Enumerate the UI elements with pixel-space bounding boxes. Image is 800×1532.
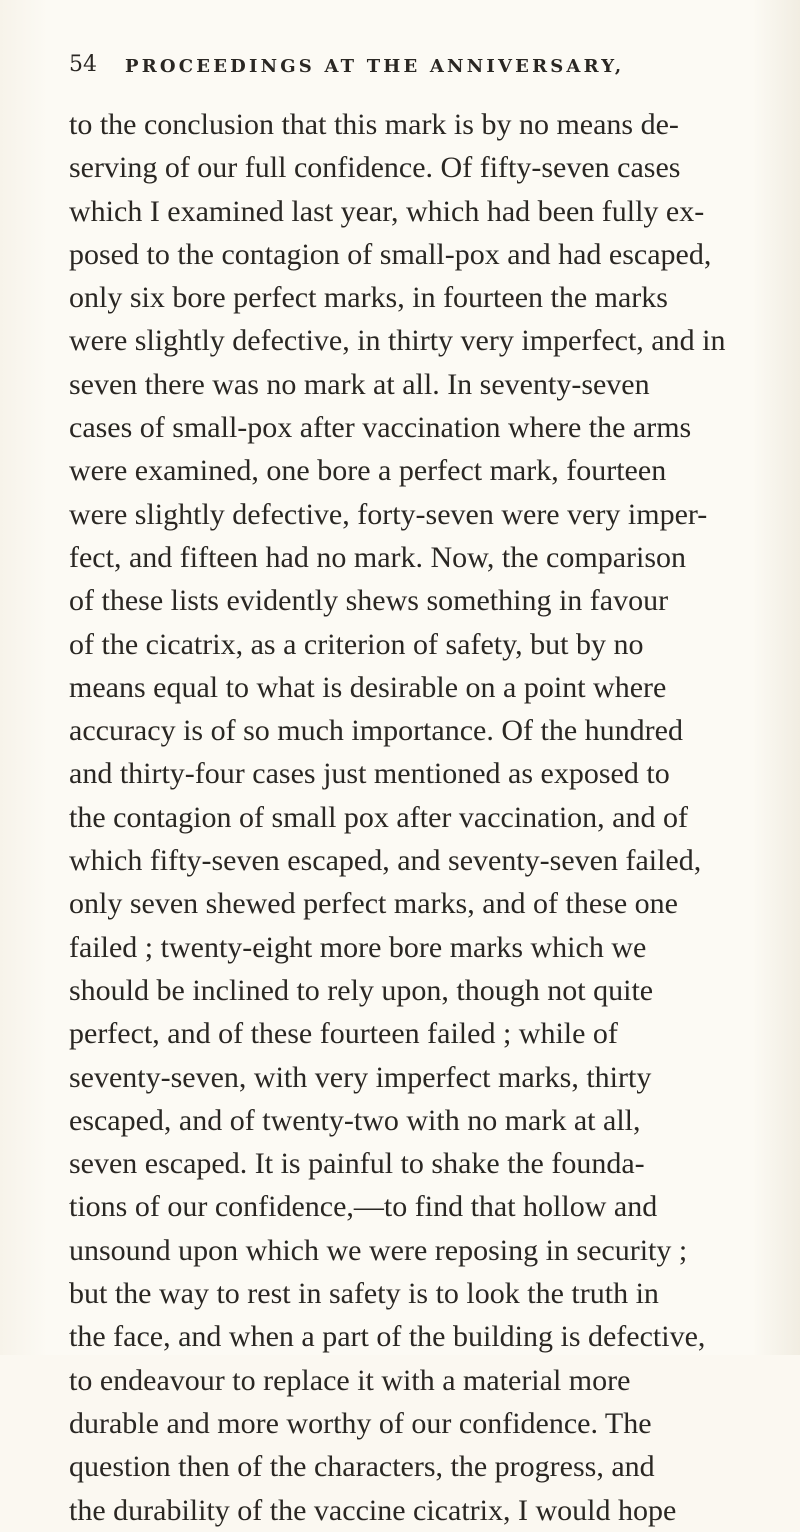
text-line: accuracy is of so much importance. Of the hundred — [69, 714, 683, 748]
text-line: fect, and fifteen had no mark. Now, the comparison — [69, 540, 687, 574]
text-line: means equal to what is desirable on a point where — [69, 670, 667, 704]
text-line: seven escaped. It is painful to shake the founda- — [69, 1147, 645, 1181]
text-line: of these lists evidently shews something in favour — [69, 584, 669, 618]
text-line: serving of our full confidence. Of fifty-seven cases — [69, 151, 681, 185]
page-number: 54 — [69, 52, 97, 77]
text-line: posed to the contagion of small-pox and had escaped, — [69, 237, 712, 271]
text-line: to the conclusion that this mark is by no means de- — [69, 108, 679, 141]
text-line: tions of our confidence,—to find that hollow and — [69, 1190, 658, 1224]
text-line: failed ; twenty-eight more bore marks which we — [69, 930, 647, 964]
text-line: but the way to rest in safety is to look the truth in — [69, 1277, 659, 1311]
text-line: of the cicatrix, as a criterion of safety, but by no — [69, 627, 644, 661]
text-line: to endeavour to replace it with a material more — [69, 1363, 631, 1397]
text-line: the durability of the vaccine cicatrix, I would hope — [69, 1493, 677, 1527]
text-line: should be inclined to rely upon, though not quite — [69, 973, 654, 1007]
text-line: were examined, one bore a perfect mark, fourteen — [69, 454, 667, 488]
text-line: only six bore perfect marks, in fourteen the marks — [69, 281, 668, 315]
text-line: which I examined last year, which had been fully ex- — [69, 194, 705, 228]
text-line: the contagion of small pox after vaccination, and of — [69, 800, 688, 834]
text-line: seven there was no mark at all. In seventy-seven — [69, 367, 650, 401]
text-line: question then of the characters, the progress, and — [69, 1450, 655, 1484]
text-line: which fifty-seven escaped, and seventy-seven failed, — [69, 844, 702, 878]
body-text — [69, 103, 759, 1532]
text-line: durable and more worthy of our confidence. The — [69, 1406, 652, 1440]
text-line: escaped, and of twenty-two with no mark at all, — [69, 1103, 641, 1137]
page-header — [69, 52, 749, 88]
text-line: were slightly defective, in thirty very imperfect, and in — [69, 324, 726, 358]
text-line: and thirty-four cases just mentioned as exposed to — [69, 757, 670, 791]
running-head: PROCEEDINGS AT THE ANNIVERSARY, — [125, 56, 625, 77]
text-line: unsound upon which we were reposing in security ; — [69, 1233, 688, 1267]
text-line: cases of small-pox after vaccination where the arms — [69, 411, 692, 445]
text-line: seventy-seven, with very imperfect marks, thirty — [69, 1060, 652, 1094]
text-line: only seven shewed perfect marks, and of these one — [69, 887, 678, 921]
text-line: the face, and when a part of the building is defective, — [69, 1320, 706, 1354]
text-line: perfect, and of these fourteen failed ; while of — [69, 1017, 618, 1051]
text-line: were slightly defective, forty-seven were very imper- — [69, 497, 708, 531]
